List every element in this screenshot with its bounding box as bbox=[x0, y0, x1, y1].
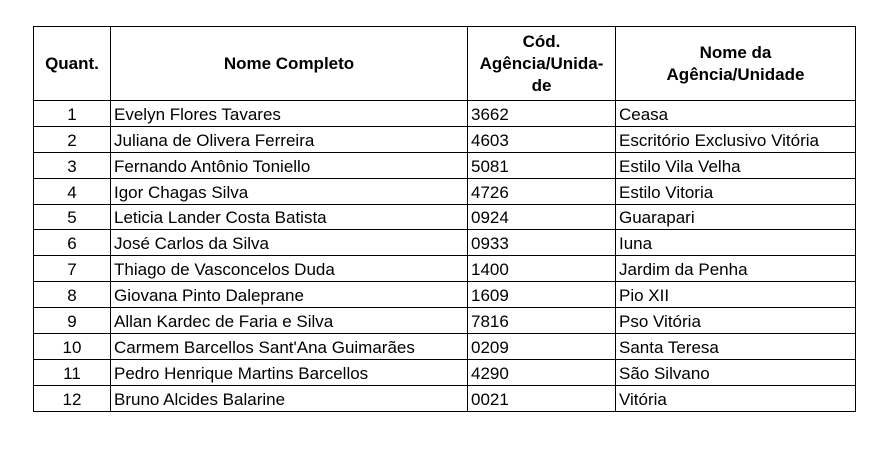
cell-agencia: Jardim da Penha bbox=[616, 256, 856, 282]
table-row bbox=[34, 101, 856, 127]
cell-cod: 1609 bbox=[468, 282, 616, 308]
cell-quant: 10 bbox=[34, 334, 111, 360]
header-quant: Quant. bbox=[34, 27, 111, 101]
cell-cod: 0924 bbox=[468, 204, 616, 230]
table-row bbox=[34, 204, 856, 230]
cell-nome: Igor Chagas Silva bbox=[111, 178, 468, 204]
cell-nome: Leticia Lander Costa Batista bbox=[111, 204, 468, 230]
table-row bbox=[34, 178, 856, 204]
cell-cod: 3662 bbox=[468, 101, 616, 127]
cell-agencia: São Silvano bbox=[616, 359, 856, 385]
header-row bbox=[34, 27, 856, 101]
cell-agencia: Ceasa bbox=[616, 101, 856, 127]
cell-agencia: Iuna bbox=[616, 230, 856, 256]
cell-quant: 5 bbox=[34, 204, 111, 230]
cell-quant: 2 bbox=[34, 126, 111, 152]
table-row bbox=[34, 385, 856, 411]
cell-nome: Bruno Alcides Balarine bbox=[111, 385, 468, 411]
table-row bbox=[34, 230, 856, 256]
cell-quant: 8 bbox=[34, 282, 111, 308]
header-nome-agencia: Nome da Agência/Unidade bbox=[616, 27, 856, 101]
cell-cod: 0209 bbox=[468, 334, 616, 360]
header-nome-completo: Nome Completo bbox=[111, 27, 468, 101]
cell-quant: 11 bbox=[34, 359, 111, 385]
cell-quant: 12 bbox=[34, 385, 111, 411]
cell-agencia: Vitória bbox=[616, 385, 856, 411]
cell-cod: 4290 bbox=[468, 359, 616, 385]
cell-agencia: Estilo Vila Velha bbox=[616, 152, 856, 178]
cell-agencia: Guarapari bbox=[616, 204, 856, 230]
table-row bbox=[34, 256, 856, 282]
cell-nome: Allan Kardec de Faria e Silva bbox=[111, 308, 468, 334]
cell-nome: Fernando Antônio Toniello bbox=[111, 152, 468, 178]
cell-cod: 1400 bbox=[468, 256, 616, 282]
cell-quant: 9 bbox=[34, 308, 111, 334]
cell-agencia: Pio XII bbox=[616, 282, 856, 308]
cell-quant: 7 bbox=[34, 256, 111, 282]
cell-agencia: Estilo Vitoria bbox=[616, 178, 856, 204]
cell-agencia: Escritório Exclusivo Vitória bbox=[616, 126, 856, 152]
cell-nome: Giovana Pinto Daleprane bbox=[111, 282, 468, 308]
table-row bbox=[34, 359, 856, 385]
table-row bbox=[34, 308, 856, 334]
table-body bbox=[34, 101, 856, 412]
cell-cod: 4603 bbox=[468, 126, 616, 152]
table-row bbox=[34, 152, 856, 178]
cell-quant: 1 bbox=[34, 101, 111, 127]
cell-nome: Thiago de Vasconcelos Duda bbox=[111, 256, 468, 282]
cell-nome: Evelyn Flores Tavares bbox=[111, 101, 468, 127]
cell-cod: 0933 bbox=[468, 230, 616, 256]
cell-quant: 3 bbox=[34, 152, 111, 178]
cell-nome: Pedro Henrique Martins Barcellos bbox=[111, 359, 468, 385]
staff-table bbox=[33, 26, 856, 412]
cell-cod: 5081 bbox=[468, 152, 616, 178]
cell-nome: José Carlos da Silva bbox=[111, 230, 468, 256]
cell-cod: 0021 bbox=[468, 385, 616, 411]
cell-agencia: Pso Vitória bbox=[616, 308, 856, 334]
table-row bbox=[34, 334, 856, 360]
table-row bbox=[34, 126, 856, 152]
cell-cod: 4726 bbox=[468, 178, 616, 204]
table-row bbox=[34, 282, 856, 308]
cell-agencia: Santa Teresa bbox=[616, 334, 856, 360]
cell-nome: Carmem Barcellos Sant'Ana Guimarães bbox=[111, 334, 468, 360]
cell-cod: 7816 bbox=[468, 308, 616, 334]
cell-nome: Juliana de Olivera Ferreira bbox=[111, 126, 468, 152]
header-cod-agencia: Cód. Agência/Unida- de bbox=[468, 27, 616, 101]
cell-quant: 6 bbox=[34, 230, 111, 256]
cell-quant: 4 bbox=[34, 178, 111, 204]
